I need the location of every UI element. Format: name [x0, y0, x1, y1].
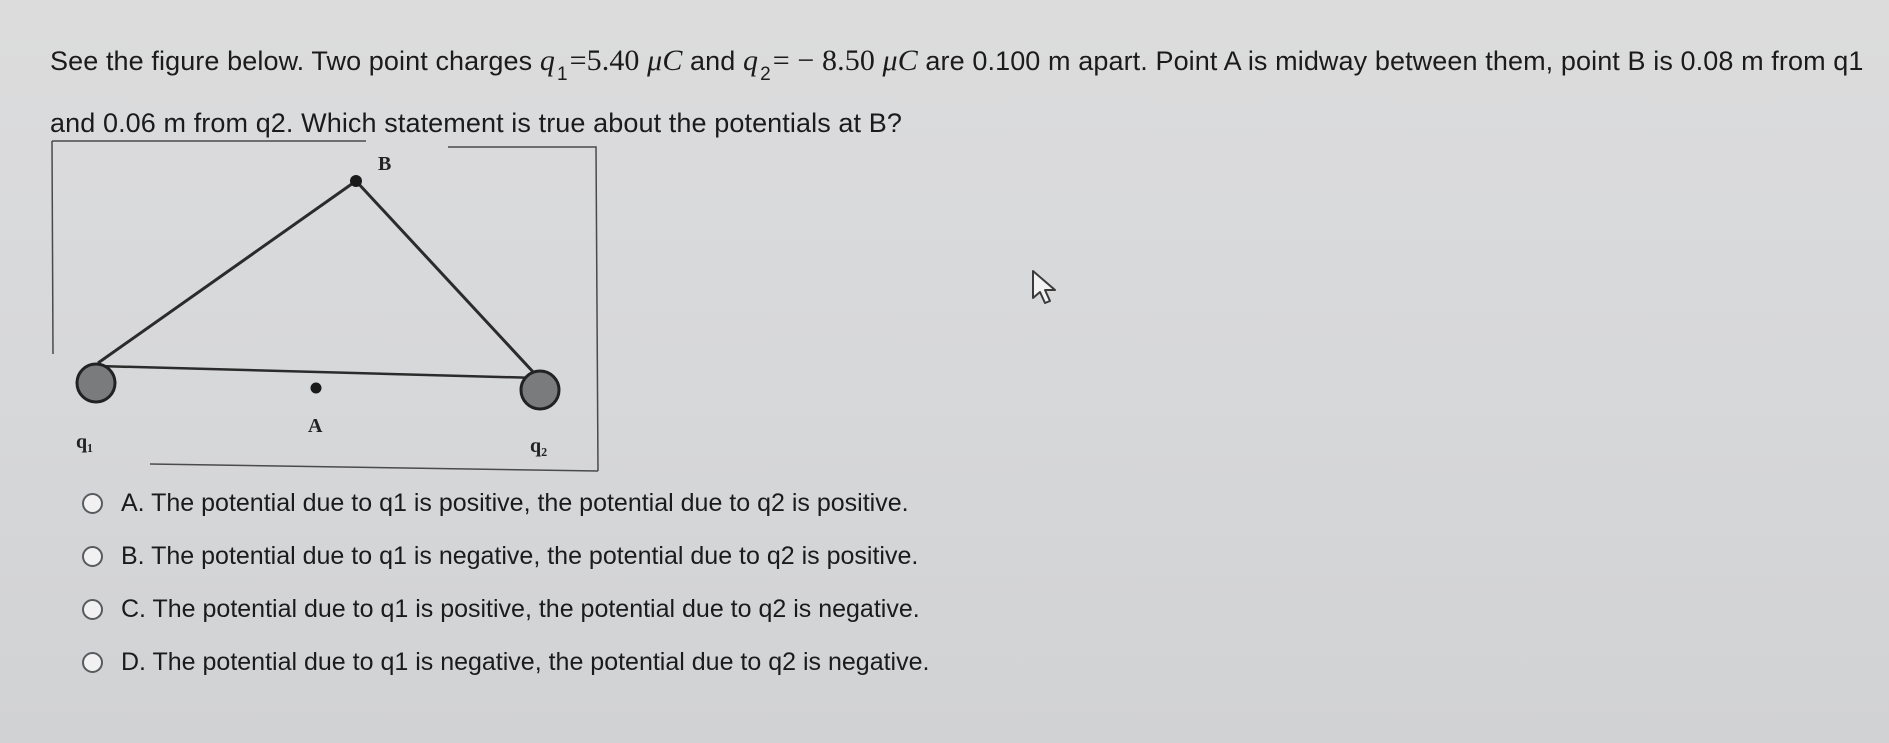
option-b[interactable]	[82, 530, 929, 583]
option-c-text: The potential due to q1 is positive, the potential due to q2 is negative.	[152, 595, 920, 623]
radio-button-d[interactable]	[82, 652, 103, 673]
radio-button-c[interactable]	[82, 599, 103, 620]
radio-button-b[interactable]	[82, 546, 103, 567]
option-a-label	[121, 489, 909, 518]
option-a-letter: A.	[121, 489, 145, 517]
line-q1-to-q2	[98, 366, 538, 378]
option-b-letter: B.	[121, 542, 145, 570]
option-d-label	[121, 648, 929, 677]
q1-unit-mu: μ	[647, 44, 663, 77]
q2-subscript: 2	[760, 64, 771, 85]
question-intro: See the figure below. Two point charges	[50, 46, 540, 76]
option-c[interactable]	[82, 583, 929, 636]
q2-unit-c: C	[897, 44, 918, 77]
figure-frame-top-right	[448, 147, 598, 471]
option-d[interactable]	[82, 636, 929, 689]
line-q1-to-b	[98, 181, 356, 363]
label-q2: q₂	[530, 435, 548, 457]
label-a: A	[308, 415, 323, 437]
q2-symbol: q	[743, 44, 759, 77]
q1-symbol: q	[539, 44, 555, 77]
option-b-text: The potential due to q1 is negative, the potential due to q2 is positive.	[151, 542, 919, 570]
q1-unit-c: C	[662, 44, 683, 77]
q2-expression	[743, 44, 918, 85]
question-rest: are 0.100 m apart. Point A is midway between them, point B is 0.08 m from q1 and 0.06 m from q2. Which statement is true about the potentials at B?	[50, 46, 1864, 138]
label-b: B	[378, 153, 392, 175]
option-c-letter: C.	[121, 595, 146, 623]
figure-frame-left	[52, 141, 53, 354]
radio-button-a[interactable]	[82, 493, 103, 514]
figure-frame-bottom	[150, 464, 598, 471]
charge-q2-circle	[521, 371, 559, 409]
point-b-dot	[350, 175, 362, 187]
q1-value: =5.40	[569, 44, 648, 77]
q1-expression	[539, 44, 683, 85]
point-a-dot	[311, 383, 322, 394]
q2-value: = − 8.50	[772, 44, 883, 77]
charge-figure	[48, 136, 608, 476]
option-a-text: The potential due to q1 is positive, the potential due to q2 is positive.	[151, 489, 909, 517]
mouse-pointer-icon	[1030, 268, 1060, 306]
and-text: and	[682, 46, 743, 76]
option-c-label	[121, 595, 920, 624]
charge-diagram	[48, 136, 608, 476]
charge-q1-circle	[77, 364, 115, 402]
label-q1: q₁	[76, 431, 94, 453]
line-b-to-q2	[356, 181, 535, 374]
q2-unit-mu: μ	[882, 44, 898, 77]
q1-subscript: 1	[556, 64, 568, 85]
answer-options	[82, 477, 929, 689]
option-b-label	[121, 542, 918, 571]
option-a[interactable]	[82, 477, 929, 530]
option-d-letter: D.	[121, 648, 146, 676]
option-d-text: The potential due to q1 is negative, the potential due to q2 is negative.	[152, 648, 930, 676]
